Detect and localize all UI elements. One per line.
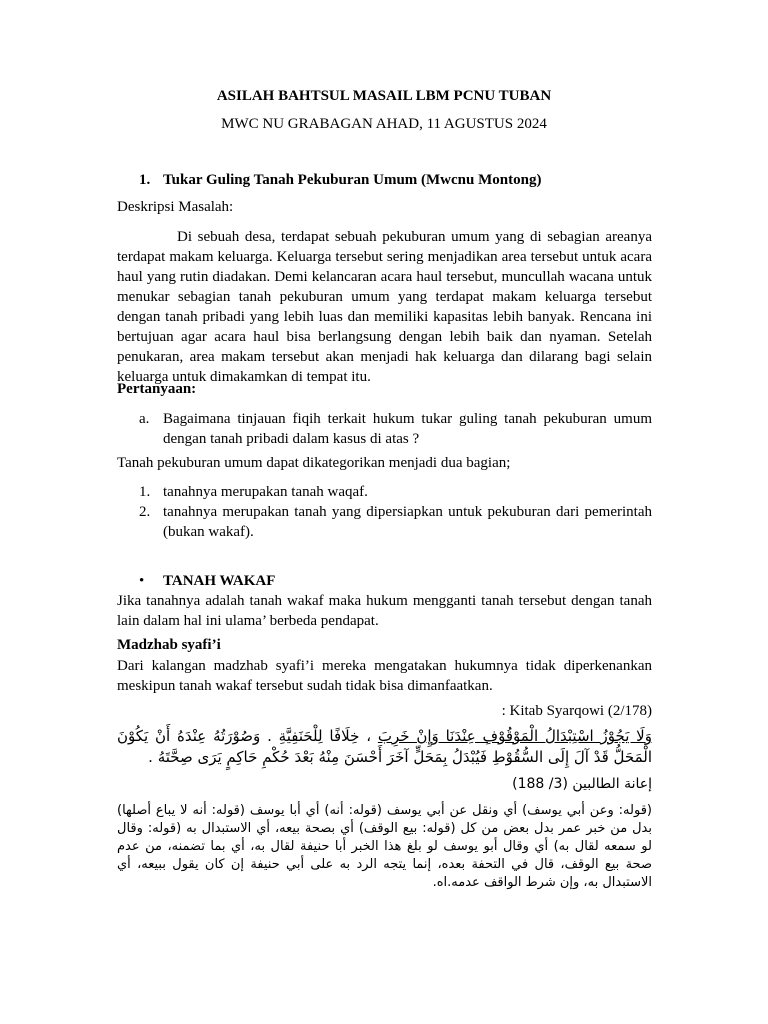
category-item-1 xyxy=(117,482,652,502)
description-paragraph: Di sebuah desa, terdapat sebuah pekuburan umum yang di sebagian areanya terdapat makam keluarga. Keluarga tersebut sering menjadikan area tersebut untuk acara haul yang rutin diadakan. Demi kelancaran acara haul tersebut, muncullah wacana untuk menukar sebagian tanah pekuburan umum yang terdapat makam keluarga tersebut dengan tanah pribadi yang lebih luas dan memiliki kapasitas lebih banyak. Rencana ini bertujuan agar acara haul bisa berlangsung dengan lebih baik dan nyaman. Setelah penukaran, area makam tersebut akan menjadi hak keluarga dan dilarang bagi selain keluarga untuk dimakamkan di tempat itu. xyxy=(117,229,652,385)
source-ianah: إعانة الطالبين (3/ 188) xyxy=(512,776,652,792)
category-marker: 1. xyxy=(139,484,151,500)
description-label: Deskripsi Masalah: xyxy=(117,199,234,215)
arabic-quote-1 xyxy=(117,726,652,768)
section-number: 1. xyxy=(139,172,151,188)
category-intro: Tanah pekuburan umum dapat dikategorikan menjadi dua bagian; xyxy=(117,455,511,471)
wakaf-heading: TANAH WAKAF xyxy=(163,573,276,589)
category-item-2 xyxy=(117,502,652,542)
section-heading: Tukar Guling Tanah Pekuburan Umum (Mwcnu Montong) xyxy=(163,172,542,188)
bullet-icon: • xyxy=(139,573,145,589)
arabic-quote-1-rest: ، خِلَافًا لِلْحَنَفِيَّةِ . وَصُوْرَتُهُ عِنْدَهُ أَنْ يَكُوْنَ الْمَحَلُّ قَدْ آلَ إِلَى السُّقُوْطِ فَيُبْدَلُ بِمَحَلٍّ آخَرَ أَحْسَنَ مِنْهُ بَعْدَ حُكْمِ حَاكِمٍ يَرَى صِحَّتَهُ . xyxy=(117,727,652,766)
madzhab-heading: Madzhab syafi’i xyxy=(117,637,221,653)
question-marker: a. xyxy=(139,411,150,427)
document-subtitle: MWC NU GRABAGAN AHAD, 11 AGUSTUS 2024 xyxy=(221,116,547,132)
category-text: tanahnya merupakan tanah yang dipersiapkan untuk pekuburan dari pemerintah (bukan wakaf). xyxy=(163,504,652,540)
question-item xyxy=(117,409,652,449)
wakaf-paragraph: Jika tanahnya adalah tanah wakaf maka hukum mengganti tanah tersebut dengan tanah lain dalam hal ini ulama’ berbeda pendapat. xyxy=(117,593,652,629)
arabic-quote-1-underlined: وَلَا يَجُوْزُ اسْتِبْدَالُ الْمَوْقُوْفِ عِنْدَنَا وَإِنْ خَرِبَ xyxy=(377,727,652,745)
question-text: Bagaimana tinjauan fiqih terkait hukum tukar guling tanah pekuburan umum dengan tanah pribadi dalam kasus di atas ? xyxy=(163,411,652,447)
source-syarqowi: : Kitab Syarqowi (2/178) xyxy=(501,703,652,719)
madzhab-paragraph: Dari kalangan madzhab syafi’i mereka mengatakan hukumnya tidak diperkenankan meskipun tanah wakaf tersebut sudah tidak bisa dimanfaatkan. xyxy=(117,658,652,694)
arabic-quote-2: (قوله: وعن أبي يوسف) أي ونقل عن أبي يوسف (قوله: أنه) أي أبا يوسف (قوله: أنه لا يباع أصلها) بدل من خبر عمر بدل بعض من كل (قوله: بيع الوقف) أي بصحة بيعه، أي الاستبدال به (قوله: وقال لو سمعه لقال به) أي وقال أبو يوسف لو بلغ هذا الخبر أبا حنيفة لقال به، أي بما تضمنه، من عدم صحة بيع الوقف، قال في التحفة بعده، إنما يتجه الرد به على أبي حنيفة إن كان يقول ببيعه، أي الاستبدال به، وإن شرط الواقف عدمه.اه. xyxy=(117,803,652,890)
document-title: ASILAH BAHTSUL MASAIL LBM PCNU TUBAN xyxy=(216,88,552,104)
category-text: tanahnya merupakan tanah waqaf. xyxy=(163,484,368,500)
question-label: Pertanyaan: xyxy=(117,381,197,397)
category-marker: 2. xyxy=(139,504,151,520)
